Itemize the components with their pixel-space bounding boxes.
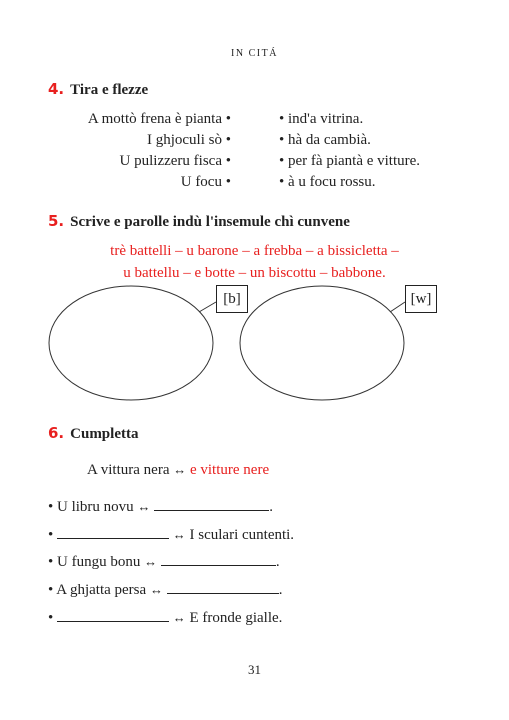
section-6-title [48, 424, 138, 443]
answer-blank[interactable] [167, 579, 279, 594]
bullet: • [48, 610, 54, 626]
double-arrow-icon: ↔ [173, 462, 187, 477]
word-list-line-2: u battellu – e botte – un biscottu – babbone. [123, 265, 386, 281]
match-right-item: • hà da cambià. [279, 132, 371, 148]
match-left-item: U pulizzeru fisca • [119, 153, 231, 169]
running-header: IN CITÁ [231, 48, 278, 59]
answer-blank[interactable] [57, 607, 169, 622]
bullet: • [48, 499, 54, 515]
exercise-item-3: • U fungu bonu ↔ . [48, 551, 280, 571]
match-left-item: U focu • [180, 174, 231, 190]
match-right-item: • ind'a vitrina. [279, 111, 364, 127]
bullet: • [48, 527, 54, 543]
answer-blank[interactable] [154, 496, 269, 511]
example-right: e vitture nere [189, 462, 270, 478]
double-arrow-icon: ↔ [149, 582, 163, 597]
example-line [87, 462, 269, 479]
item-right-text: I sculari cuntenti. [189, 527, 295, 543]
section-4-number: 4. [48, 80, 65, 98]
exercise-item-1: • U libru novu ↔ . [48, 496, 273, 516]
set-w-pointer [390, 302, 405, 312]
double-arrow-icon: ↔ [137, 499, 151, 514]
word-list-line-1: trè battelli – u barone – a frebba – a bissicletta – [110, 243, 399, 259]
answer-blank[interactable] [161, 551, 276, 566]
section-6-number: 6. [48, 424, 65, 442]
set-b-ellipse[interactable] [49, 286, 213, 400]
page-number: 31 [248, 662, 261, 677]
item-left-text: U fungu bonu [57, 554, 141, 570]
section-6-title-text: Cumpletta [70, 426, 139, 442]
double-arrow-icon: ↔ [144, 554, 158, 569]
item-left-text: A ghjatta persa [56, 582, 147, 598]
match-left-item: I ghjoculi sò • [146, 132, 231, 148]
set-b-pointer [199, 302, 216, 312]
set-b-label: [b] [216, 285, 248, 313]
exercise-item-4: • A ghjatta persa ↔ . [48, 579, 282, 599]
section-4-title-text: Tira e flezze [70, 82, 149, 98]
match-right-item: • à u focu rossu. [279, 174, 376, 190]
item-left-text: U libru novu [57, 499, 134, 515]
double-arrow-icon: ↔ [172, 527, 186, 542]
bullet: • [48, 582, 54, 598]
example-left: A vittura nera [87, 462, 170, 478]
section-5-number: 5. [48, 212, 65, 230]
exercise-item-2 [48, 524, 294, 544]
set-w-label: [w] [405, 285, 437, 313]
match-left-item: A mottò frena è pianta • [87, 111, 231, 127]
item-right-text: E fronde gialle. [189, 610, 283, 626]
bullet: • [48, 554, 54, 570]
double-arrow-icon: ↔ [172, 610, 186, 625]
section-5-title-text: Scrive e parolle indù l'insemule chì cunvene [70, 214, 350, 230]
set-w-ellipse[interactable] [240, 286, 404, 400]
exercise-item-5 [48, 607, 282, 627]
match-right-item: • per fà piantà e vitture. [279, 153, 421, 169]
answer-blank[interactable] [57, 524, 169, 539]
